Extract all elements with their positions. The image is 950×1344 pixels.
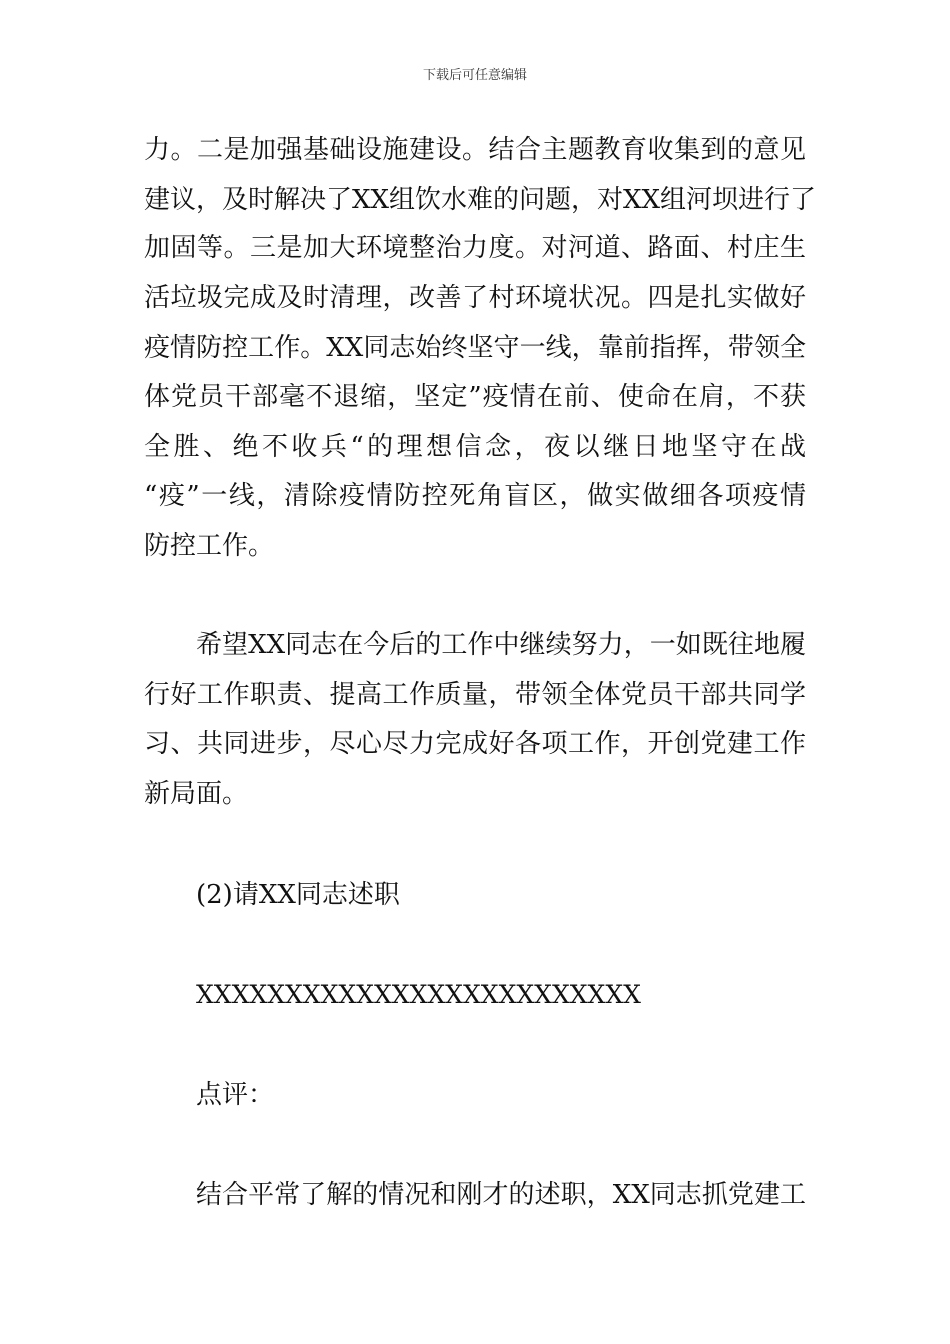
text-line: 建议，及时解决了XX组饮水难的问题，对XX组河坝进行了 — [144, 185, 817, 215]
placeholder-text: XXXXXXXXXXXXXXXXXXXXXXXXX — [196, 980, 641, 1009]
text-line: 活垃圾完成及时清理，改善了村环境状况。四是扎实做好 — [144, 283, 806, 313]
comment-label: 点评： — [196, 1080, 275, 1110]
page-header: 下载后可任意编辑 — [422, 68, 527, 83]
text-line: 体党员干部毫不退缩，坚定”疫情在前、使命在肩，不获 — [144, 382, 806, 412]
text-line: 行好工作职责、提高工作质量，带领全体党员干部共同学 — [144, 680, 806, 710]
text-line: 力。二是加强基础设施建设。结合主题教育收集到的意见 — [144, 135, 806, 165]
text-line: 新局面。 — [144, 779, 249, 809]
item-heading: (2)请XX同志述职 — [196, 880, 400, 910]
text-line: 全胜、绝不收兵“的理想信念，夜以继日地坚守在战 — [144, 432, 806, 462]
text-line: 防控工作。 — [144, 531, 275, 561]
text-line: 结合平常了解的情况和刚才的述职，XX同志抓党建工 — [196, 1180, 806, 1210]
text-line: 希望XX同志在今后的工作中继续努力，一如既往地履 — [196, 630, 806, 660]
text-line: 疫情防控工作。XX同志始终坚守一线，靠前指挥，带领全 — [144, 333, 806, 363]
text-line: “疫”一线，清除疫情防控死角盲区，做实做细各项疫情 — [144, 481, 806, 511]
text-line: 加固等。三是加大环境整治力度。对河道、路面、村庄生 — [144, 233, 806, 263]
text-line: 习、共同进步，尽心尽力完成好各项工作，开创党建工作 — [144, 729, 806, 759]
